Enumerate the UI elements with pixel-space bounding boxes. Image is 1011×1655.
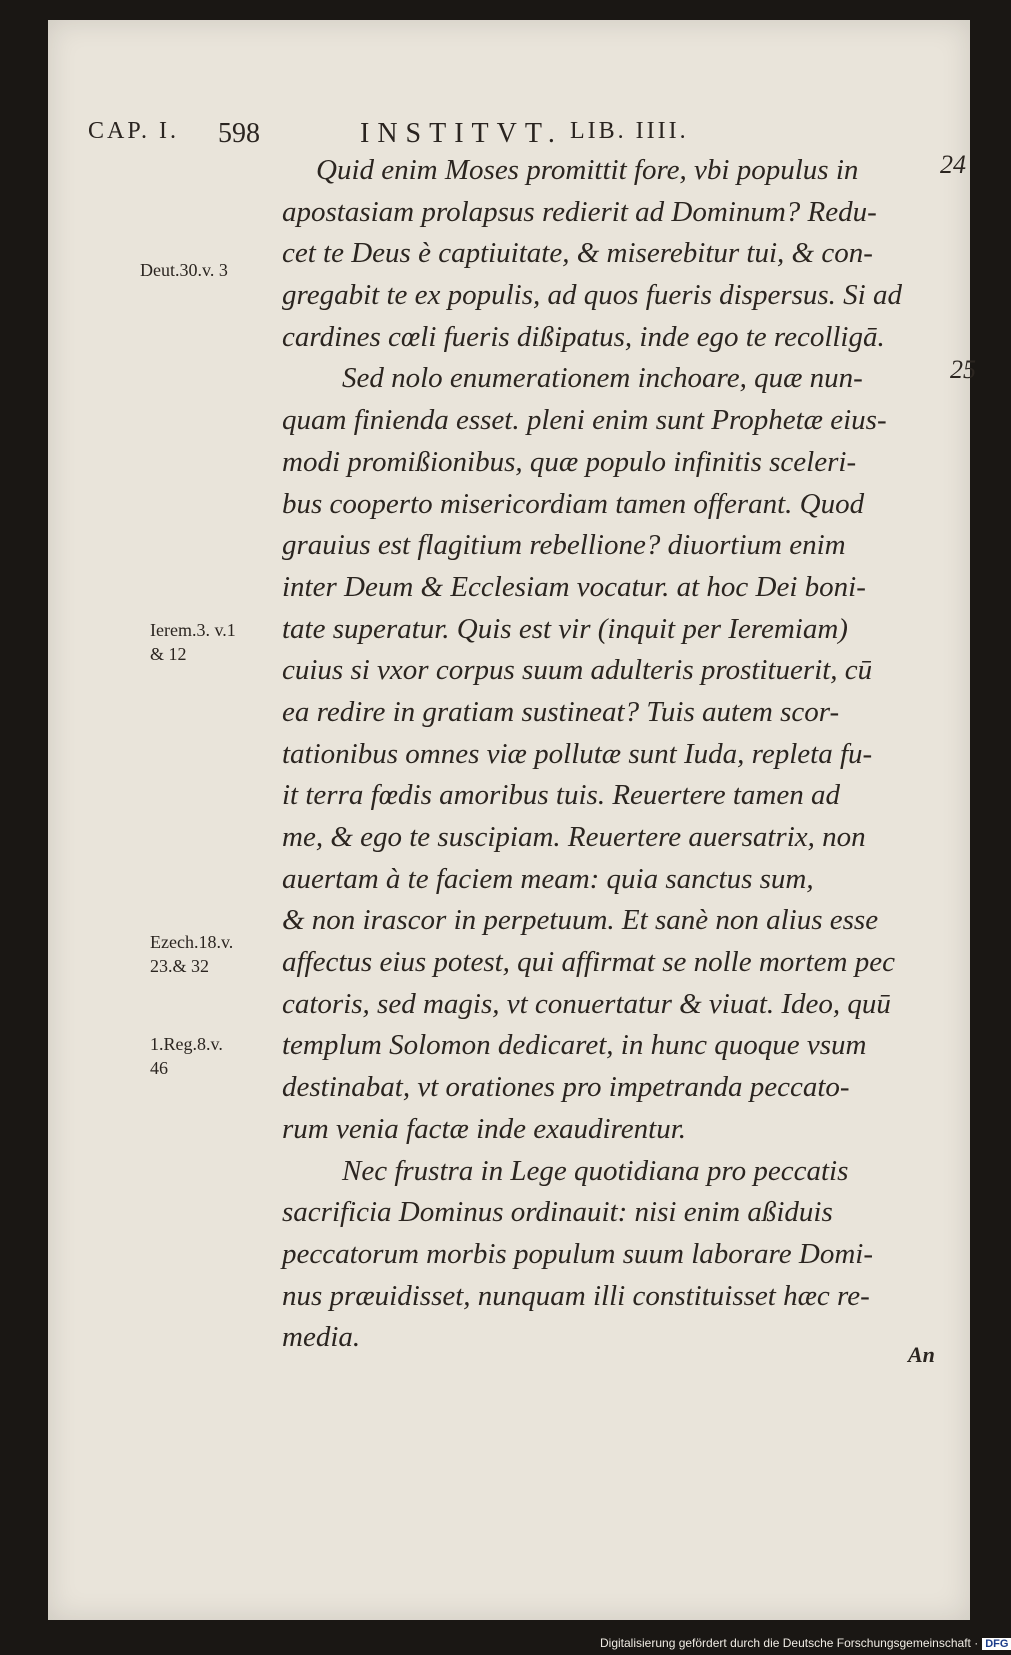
text-line: Nec frustra in Lege quotidiana pro peccatis: [342, 1154, 849, 1187]
catchword: An: [908, 1342, 935, 1367]
text-line: tate superatur. Quis est vir (inquit per Ieremiam): [282, 612, 848, 645]
body-text: [282, 150, 962, 1359]
header-page-number: 598: [218, 118, 260, 149]
text-line: Quid enim Moses promittit fore, vbi populus in: [316, 154, 859, 186]
text-line: auertam à te faciem meam: quia sanctus sum,: [282, 862, 814, 895]
dfg-logo: DFG: [982, 1638, 1011, 1650]
text-line: inter Deum & Ecclesiam vocatur. at hoc Dei boni-: [282, 570, 866, 603]
text-line: gregabit te ex populis, ad quos fueris dispersus. Si ad: [282, 279, 902, 312]
margin-note: 1.Reg.8.v. 46: [150, 1034, 223, 1078]
text-line: catoris, sed magis, vt conuertatur & viuat. Ideo, quū: [282, 987, 891, 1020]
section-number: 24: [940, 150, 966, 179]
header-chapter: CAP. I.: [88, 118, 180, 144]
text-line: rum venia factæ inde exaudirentur.: [282, 1112, 687, 1145]
text-line: peccatorum morbis populum suum laborare Domi-: [282, 1237, 873, 1270]
text-line: tationibus omnes viæ pollutæ sunt Iuda, repleta fu-: [282, 737, 873, 770]
text-line: me, & ego te suscipiam. Reuertere auersatrix, non: [282, 821, 866, 853]
header-title: INSTITVT.: [360, 118, 563, 149]
header-book: LIB. IIII.: [570, 118, 689, 144]
text-line: modi promißionibus, quæ populo infinitis sceleri-: [282, 445, 857, 478]
text-line: quam finienda esset. pleni enim sunt Prophetæ eius-: [282, 404, 887, 437]
text-line: bus cooperto misericordiam tamen offerant. Quod: [282, 487, 865, 520]
text-line: destinabat, vt orationes pro impetranda peccato-: [282, 1071, 850, 1104]
text-line: cardines cœli fueris dißipatus, inde ego te recolligā.: [282, 320, 885, 353]
digitization-footer: [600, 1636, 1011, 1650]
text-line: nus præuidisset, nunquam illi constituisset hæc re-: [282, 1279, 870, 1312]
text-line: ea redire in gratiam sustineat? Tuis autem scor-: [282, 695, 840, 728]
text-line: grauius est flagitium rebellione? diuortium enim: [282, 529, 846, 562]
margin-note: Ierem.3. v.1 & 12: [150, 620, 236, 664]
footer-text: Digitalisierung gefördert durch die Deutsche Forschungsgemeinschaft ·: [600, 1636, 979, 1650]
text-line: media.: [282, 1321, 361, 1354]
text-line: apostasiam prolapsus redierit ad Dominum? Redu-: [282, 195, 877, 228]
text-line: & non irascor in perpetuum. Et sanè non alius esse: [282, 904, 879, 937]
margin-note: Ezech.18.v. 23.& 32: [150, 932, 234, 976]
text-line: cuius si vxor corpus suum adulteris prostituerit, cū: [282, 654, 873, 687]
text-line: templum Solomon dedicaret, in hunc quoque vsum: [282, 1029, 867, 1062]
text-line: cet te Deus è captiuitate, & miserebitur tui, & con-: [282, 237, 873, 270]
text-line: Sed nolo enumerationem inchoare, quæ nun-: [342, 362, 863, 395]
text-line: affectus eius potest, qui affirmat se nolle mortem pec: [282, 946, 895, 979]
section-number: 25: [950, 355, 976, 384]
margin-note: Deut.30.v. 3: [140, 260, 228, 280]
text-line: it terra fœdis amoribus tuis. Reuertere tamen ad: [282, 779, 840, 812]
text-line: sacrificia Dominus ordinauit: nisi enim aßiduis: [282, 1196, 833, 1229]
